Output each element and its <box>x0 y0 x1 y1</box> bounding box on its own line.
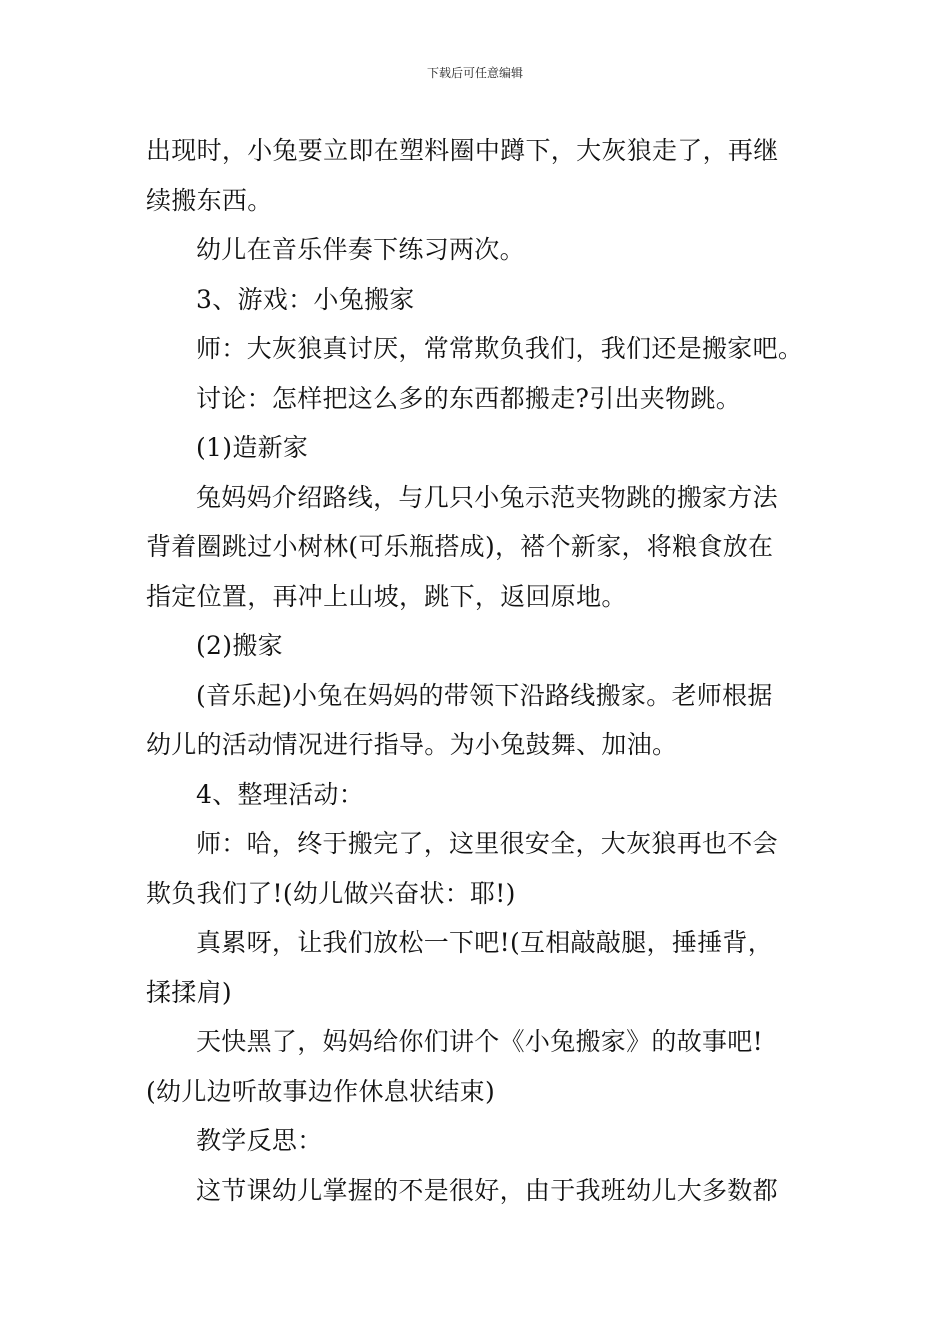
paragraph-line: 欺负我们了!(幼儿做兴奋状：耶!) <box>146 878 516 908</box>
paragraph-line: 背着圈跳过小树林(可乐瓶搭成)，褡个新家，将粮食放在 <box>146 532 774 561</box>
paragraph-line: (幼儿边听故事边作休息状结束) <box>146 1076 496 1106</box>
subsection-heading: (2)搬家 <box>196 631 283 660</box>
section-heading: 4、整理活动： <box>196 779 365 809</box>
page-header: 下载后可任意编辑 <box>426 66 523 80</box>
paragraph-line: 师：大灰狼真讨厌，常常欺负我们，我们还是搬家吧。 <box>196 334 804 363</box>
paragraph-line: 天快黑了，妈妈给你们讲个《小兔搬家》的故事吧! <box>196 1027 763 1056</box>
paragraph-line: 揉揉肩) <box>146 977 232 1007</box>
paragraph-line: 幼儿的活动情况进行指导。为小兔鼓舞、加油。 <box>146 730 678 759</box>
document-body <box>146 126 810 1215</box>
subsection-heading: (1)造新家 <box>196 433 309 462</box>
paragraph-line: 指定位置，再冲上山坡，跳下，返回原地。 <box>146 581 627 611</box>
paragraph-line: 师：哈，终于搬完了，这里很安全，大灰狼再也不会 <box>196 829 778 858</box>
paragraph-line: 这节课幼儿掌握的不是很好，由于我班幼儿大多数都 <box>196 1175 778 1205</box>
paragraph-line: 讨论：怎样把这么多的东西都搬走?引出夹物跳。 <box>196 383 742 413</box>
paragraph-line: (音乐起)小兔在妈妈的带领下沿路线搬家。老师根据 <box>196 680 773 710</box>
paragraph-line: 兔妈妈介绍路线，与几只小兔示范夹物跳的搬家方法 <box>196 482 778 512</box>
section-heading: 3、游戏：小兔搬家 <box>196 284 415 314</box>
section-heading: 教学反思： <box>196 1126 323 1155</box>
paragraph-line: 续搬东西。 <box>146 185 273 215</box>
paragraph-line: 真累呀，让我们放松一下吧!(互相敲敲腿，捶捶背， <box>196 928 774 957</box>
paragraph-line: 出现时，小兔要立即在塑料圈中蹲下，大灰狼走了，再继 <box>146 136 779 165</box>
paragraph-line: 幼儿在音乐伴奏下练习两次。 <box>196 235 525 264</box>
